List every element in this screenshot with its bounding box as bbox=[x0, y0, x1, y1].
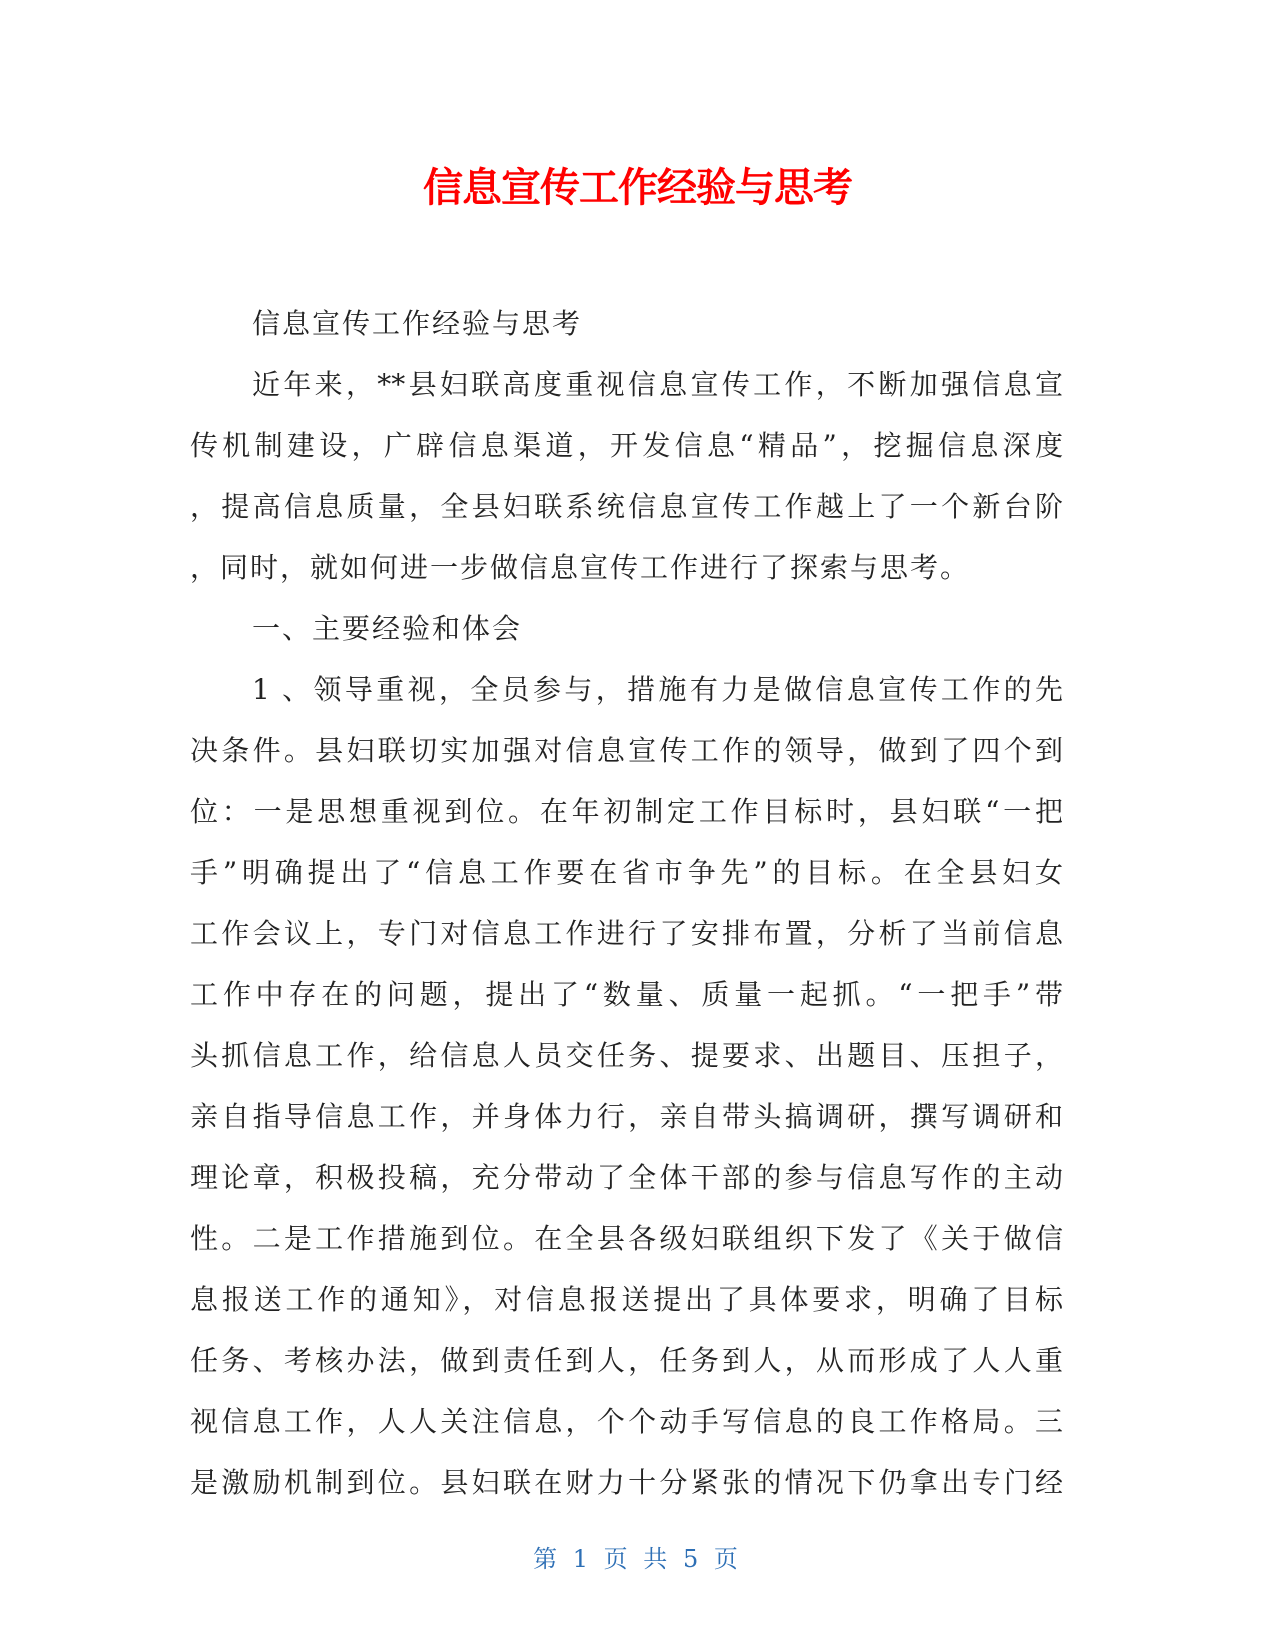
paragraph-line: ，同时，就如何进一步做信息宣传工作进行了探索与思考。 bbox=[190, 551, 971, 584]
document-title: 信息宣传工作经验与思考 bbox=[423, 165, 852, 211]
paragraph-line: 亲自指导信息工作，并身体力行，亲自带头搞调研，撰写调研和 bbox=[190, 1100, 1063, 1133]
paragraph-line: 任务、考核办法，做到责任到人，任务到人，从而形成了人人重 bbox=[190, 1344, 1063, 1377]
paragraph-line: 1 、领导重视，全员参与，措施有力是做信息宣传工作的先 bbox=[252, 673, 1063, 706]
paragraph-line: 是激励机制到位。县妇联在财力十分紧张的情况下仍拿出专门经 bbox=[190, 1466, 1063, 1499]
paragraph-line: ，提高信息质量，全县妇联系统信息宣传工作越上了一个新台阶 bbox=[190, 490, 1063, 523]
paragraph-line: 性。二是工作措施到位。在全县各级妇联组织下发了《关于做信 bbox=[190, 1222, 1063, 1255]
paragraph-line: 头抓信息工作，给信息人员交任务、提要求、出题目、压担子， bbox=[190, 1039, 1063, 1072]
page-number-footer: 第 1 页 共 5 页 bbox=[533, 1545, 742, 1573]
document-body bbox=[190, 293, 1063, 1513]
paragraph-line: 理论章，积极投稿，充分带动了全体干部的参与信息写作的主动 bbox=[190, 1161, 1063, 1194]
paragraph-line: 一、主要经验和体会 bbox=[252, 612, 523, 645]
paragraph-line: 近年来，**县妇联高度重视信息宣传工作，不断加强信息宣 bbox=[252, 368, 1063, 401]
paragraph-line: 工作中存在的问题，提出了“数量、质量一起抓。“一把手”带 bbox=[190, 978, 1063, 1011]
paragraph-line: 传机制建设，广辟信息渠道，开发信息“精品”，挖掘信息深度 bbox=[190, 429, 1063, 462]
paragraph-line: 工作会议上，专门对信息工作进行了安排布置，分析了当前信息 bbox=[190, 917, 1063, 950]
paragraph-line: 手”明确提出了“信息工作要在省市争先”的目标。在全县妇女 bbox=[190, 856, 1063, 889]
paragraph-line: 息报送工作的通知》，对信息报送提出了具体要求，明确了目标 bbox=[190, 1283, 1063, 1316]
paragraph-line: 信息宣传工作经验与思考 bbox=[252, 307, 583, 340]
paragraph-line: 决条件。县妇联切实加强对信息宣传工作的领导，做到了四个到 bbox=[190, 734, 1063, 767]
paragraph-line: 视信息工作，人人关注信息，个个动手写信息的良工作格局。三 bbox=[190, 1405, 1063, 1438]
paragraph-line: 位：一是思想重视到位。在年初制定工作目标时，县妇联“一把 bbox=[190, 795, 1063, 828]
